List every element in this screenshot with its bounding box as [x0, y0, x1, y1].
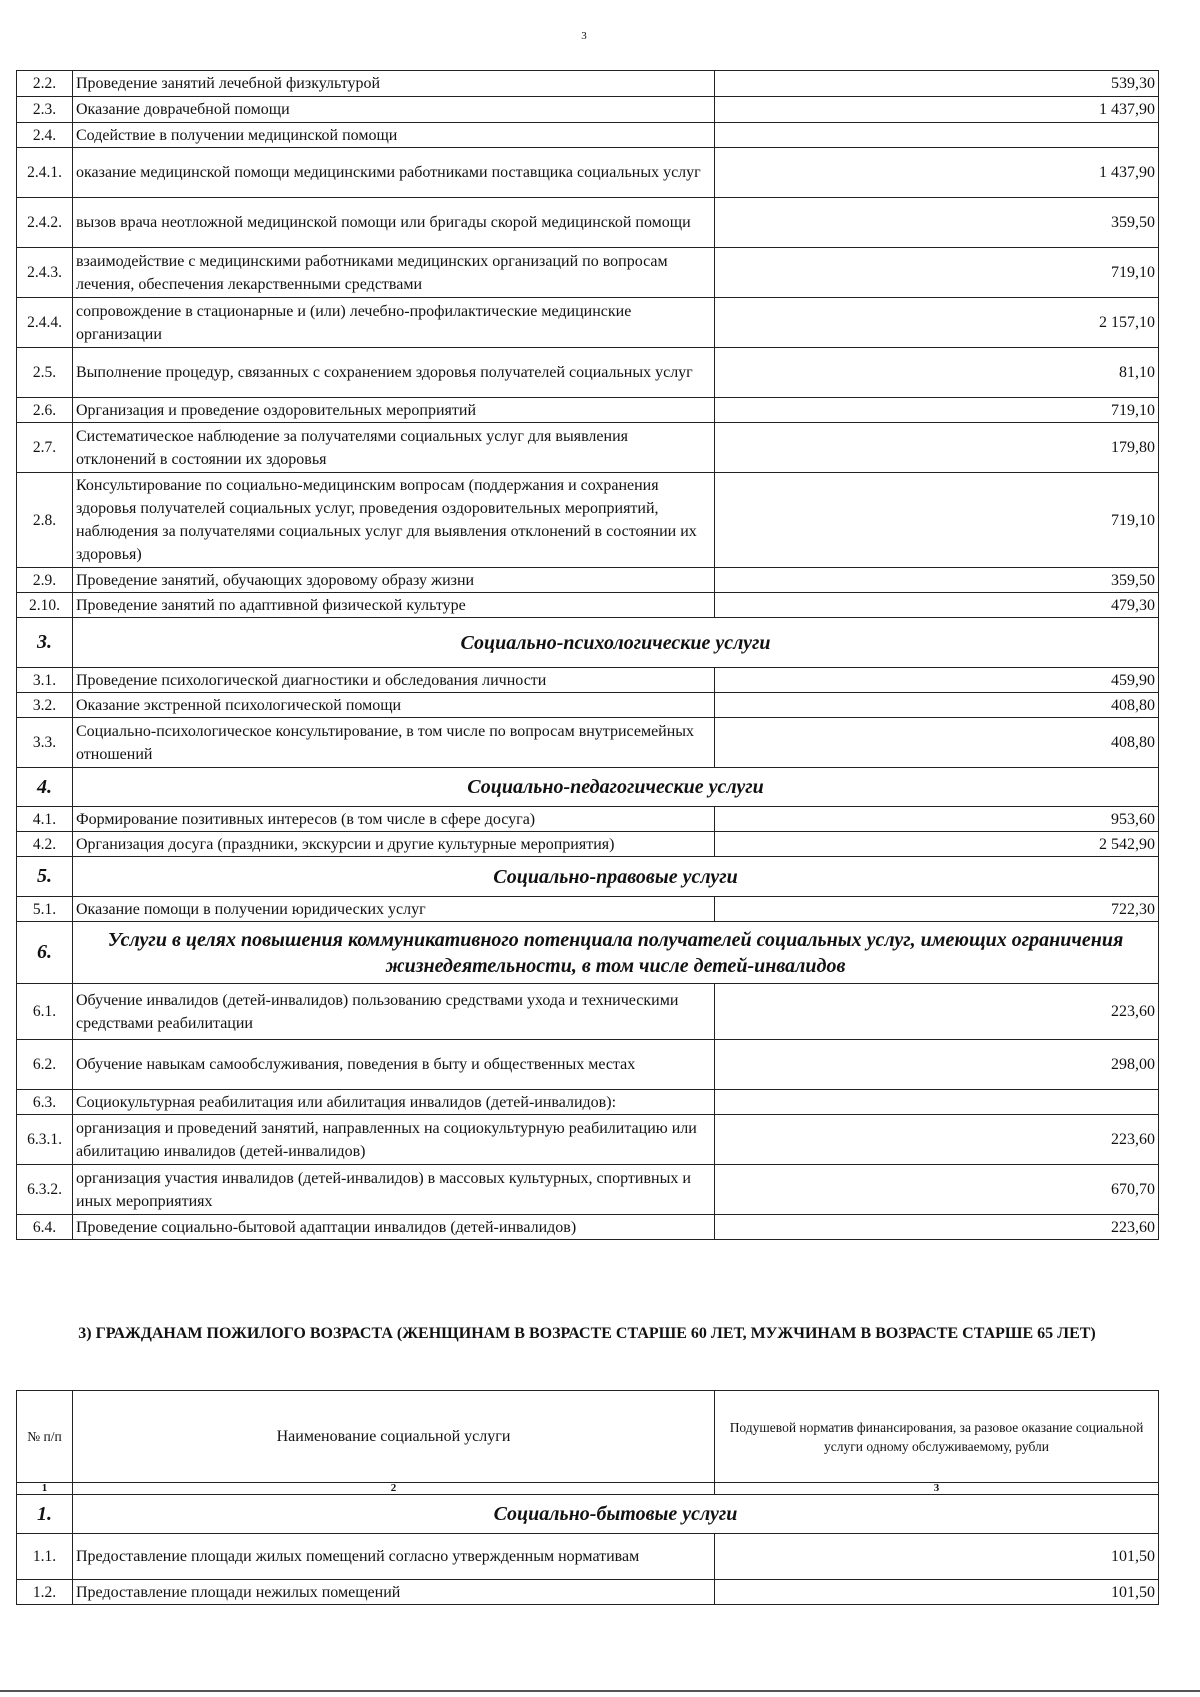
- table-row: [17, 984, 1159, 1040]
- table-row: [17, 568, 1159, 593]
- table-row: [17, 807, 1159, 832]
- service-name: Предоставление площади жилых помещений согласно утвержденным нормативам: [73, 1534, 715, 1580]
- table-row: [17, 1040, 1159, 1090]
- section-row: [17, 618, 1159, 668]
- table-row: [17, 348, 1159, 398]
- service-name: Проведение занятий, обучающих здоровому образу жизни: [73, 568, 715, 593]
- section-number: 6.: [17, 922, 73, 984]
- table-row: [17, 1115, 1159, 1165]
- service-name: Организация досуга (праздники, экскурсии и другие культурные мероприятия): [73, 832, 715, 857]
- service-cost: 179,80: [715, 423, 1159, 473]
- table-row: [17, 1580, 1159, 1605]
- section-title: Социально-психологические услуги: [73, 618, 1159, 668]
- service-name: Социально-психологическое консультирование, в том числе по вопросам внутрисемейных отношений: [73, 718, 715, 768]
- column-index: 3: [715, 1483, 1159, 1495]
- service-name: оказание медицинской помощи медицинскими работниками поставщика социальных услуг: [73, 148, 715, 198]
- service-name: Проведение социально-бытовой адаптации инвалидов (детей-инвалидов): [73, 1215, 715, 1240]
- table-row: [17, 668, 1159, 693]
- page-bottom-rule: [0, 1690, 1200, 1692]
- table-row: [17, 248, 1159, 298]
- service-cost: 719,10: [715, 248, 1159, 298]
- row-number: 6.3.2.: [17, 1165, 73, 1215]
- service-cost: 539,30: [715, 71, 1159, 97]
- service-cost: 298,00: [715, 1040, 1159, 1090]
- service-name: Выполнение процедур, связанных с сохранением здоровья получателей социальных услуг: [73, 348, 715, 398]
- row-number: 2.9.: [17, 568, 73, 593]
- section-number: 3.: [17, 618, 73, 668]
- section-title: Услуги в целях повышения коммуникативного потенциала получателей социальных услуг, имеющих ограничения жизнедеятельности, в том числе детей-инвалидов: [73, 922, 1159, 984]
- section-row: [17, 1495, 1159, 1534]
- service-cost: 2 542,90: [715, 832, 1159, 857]
- row-number: 2.4.4.: [17, 298, 73, 348]
- service-cost: 359,50: [715, 568, 1159, 593]
- row-number: 6.3.1.: [17, 1115, 73, 1165]
- service-cost: 223,60: [715, 1115, 1159, 1165]
- table-row: [17, 1090, 1159, 1115]
- table-row: [17, 832, 1159, 857]
- row-number: 6.3.: [17, 1090, 73, 1115]
- service-cost: 670,70: [715, 1165, 1159, 1215]
- column-index: 2: [73, 1483, 715, 1495]
- table-row: [17, 718, 1159, 768]
- elderly-services-table: [16, 1390, 1159, 1605]
- service-name: Социокультурная реабилитация или абилитация инвалидов (детей-инвалидов):: [73, 1090, 715, 1115]
- row-number: 2.3.: [17, 97, 73, 123]
- row-number: 2.4.: [17, 123, 73, 148]
- service-cost: 359,50: [715, 198, 1159, 248]
- row-number: 2.6.: [17, 398, 73, 423]
- service-name: Формирование позитивных интересов (в том числе в сфере досуга): [73, 807, 715, 832]
- header-name: Наименование социальной услуги: [73, 1391, 715, 1483]
- service-cost: 101,50: [715, 1580, 1159, 1605]
- table-row: [17, 298, 1159, 348]
- row-number: 2.7.: [17, 423, 73, 473]
- service-cost: 223,60: [715, 984, 1159, 1040]
- service-cost: [715, 123, 1159, 148]
- table-row: [17, 123, 1159, 148]
- row-number: 3.3.: [17, 718, 73, 768]
- service-name: Обучение инвалидов (детей-инвалидов) пользованию средствами ухода и техническими средствами реабилитации: [73, 984, 715, 1040]
- service-cost: 81,10: [715, 348, 1159, 398]
- row-number: 5.1.: [17, 897, 73, 922]
- table-row: [17, 97, 1159, 123]
- section-title: Социально-педагогические услуги: [73, 768, 1159, 807]
- header-value: Подушевой норматив финансирования, за разовое оказание социальной услуги одному обслуживаемому, рубли: [715, 1391, 1159, 1483]
- row-number: 4.1.: [17, 807, 73, 832]
- service-cost: 479,30: [715, 593, 1159, 618]
- section-number: 4.: [17, 768, 73, 807]
- table-row: [17, 693, 1159, 718]
- service-cost: 101,50: [715, 1534, 1159, 1580]
- row-number: 2.2.: [17, 71, 73, 97]
- header-num: № п/п: [17, 1391, 73, 1483]
- section-number: 1.: [17, 1495, 73, 1534]
- row-number: 6.1.: [17, 984, 73, 1040]
- column-index-row: [17, 1483, 1159, 1495]
- service-name: Организация и проведение оздоровительных мероприятий: [73, 398, 715, 423]
- section-row: [17, 768, 1159, 807]
- table-row: [17, 1165, 1159, 1215]
- table-row: [17, 1215, 1159, 1240]
- row-number: 3.2.: [17, 693, 73, 718]
- row-number: 2.5.: [17, 348, 73, 398]
- table-row: [17, 897, 1159, 922]
- section-heading: 3) ГРАЖДАНАМ ПОЖИЛОГО ВОЗРАСТА (ЖЕНЩИНАМ В ВОЗРАСТЕ СТАРШЕ 60 ЛЕТ, МУЖЧИНАМ В ВОЗРАСТЕ СТАРШЕ 65 ЛЕТ): [78, 1325, 1096, 1342]
- service-cost: 722,30: [715, 897, 1159, 922]
- service-cost: 408,80: [715, 718, 1159, 768]
- service-name: Консультирование по социально-медицинским вопросам (поддержания и сохранения здоровья получателей социальных услуг, проведения оздоровительных мероприятий, наблюдения за получателями социальных услуг для выявления отклонений в состоянии их здоровья): [73, 473, 715, 568]
- section-row: [17, 922, 1159, 984]
- table-row: [17, 398, 1159, 423]
- table-row: [17, 198, 1159, 248]
- service-name: Проведение психологической диагностики и обследования личности: [73, 668, 715, 693]
- service-name: Оказание экстренной психологической помощи: [73, 693, 715, 718]
- row-number: 2.4.2.: [17, 198, 73, 248]
- row-number: 4.2.: [17, 832, 73, 857]
- table-row: [17, 423, 1159, 473]
- row-number: 2.10.: [17, 593, 73, 618]
- service-cost: 459,90: [715, 668, 1159, 693]
- table-row: [17, 1534, 1159, 1580]
- service-name: Оказание помощи в получении юридических услуг: [73, 897, 715, 922]
- service-cost: 408,80: [715, 693, 1159, 718]
- table-header-row: [17, 1391, 1159, 1483]
- service-name: Оказание доврачебной помощи: [73, 97, 715, 123]
- service-cost: 1 437,90: [715, 97, 1159, 123]
- services-table: [16, 70, 1159, 1240]
- service-name: организация участия инвалидов (детей-инвалидов) в массовых культурных, спортивных и иных мероприятиях: [73, 1165, 715, 1215]
- service-name: сопровождение в стационарные и (или) лечебно-профилактические медицинские организации: [73, 298, 715, 348]
- service-name: взаимодействие с медицинскими работниками медицинских организаций по вопросам лечения, обеспечения лекарственными средствами: [73, 248, 715, 298]
- service-cost: 953,60: [715, 807, 1159, 832]
- service-name: Систематическое наблюдение за получателями социальных услуг для выявления отклонений в состоянии их здоровья: [73, 423, 715, 473]
- service-cost: 719,10: [715, 473, 1159, 568]
- service-name: вызов врача неотложной медицинской помощи или бригады скорой медицинской помощи: [73, 198, 715, 248]
- service-cost: [715, 1090, 1159, 1115]
- row-number: 6.4.: [17, 1215, 73, 1240]
- row-number: 1.2.: [17, 1580, 73, 1605]
- section-title: Социально-бытовые услуги: [73, 1495, 1159, 1534]
- table-row: [17, 148, 1159, 198]
- service-name: Содействие в получении медицинской помощи: [73, 123, 715, 148]
- row-number: 2.4.1.: [17, 148, 73, 198]
- service-name: Проведение занятий лечебной физкультурой: [73, 71, 715, 97]
- service-name: Обучение навыкам самообслуживания, поведения в быту и общественных местах: [73, 1040, 715, 1090]
- row-number: 2.4.3.: [17, 248, 73, 298]
- page-number: 3: [581, 30, 587, 42]
- section-title: Социально-правовые услуги: [73, 857, 1159, 897]
- service-name: Проведение занятий по адаптивной физической культуре: [73, 593, 715, 618]
- table-row: [17, 71, 1159, 97]
- section-row: [17, 857, 1159, 897]
- table-row: [17, 593, 1159, 618]
- row-number: 3.1.: [17, 668, 73, 693]
- service-cost: 223,60: [715, 1215, 1159, 1240]
- row-number: 6.2.: [17, 1040, 73, 1090]
- row-number: 1.1.: [17, 1534, 73, 1580]
- service-cost: 2 157,10: [715, 298, 1159, 348]
- service-name: организация и проведений занятий, направленных на социокультурную реабилитацию или абилитацию инвалидов (детей-инвалидов): [73, 1115, 715, 1165]
- section-number: 5.: [17, 857, 73, 897]
- table-row: [17, 473, 1159, 568]
- service-cost: 719,10: [715, 398, 1159, 423]
- service-cost: 1 437,90: [715, 148, 1159, 198]
- service-name: Предоставление площади нежилых помещений: [73, 1580, 715, 1605]
- row-number: 2.8.: [17, 473, 73, 568]
- column-index: 1: [17, 1483, 73, 1495]
